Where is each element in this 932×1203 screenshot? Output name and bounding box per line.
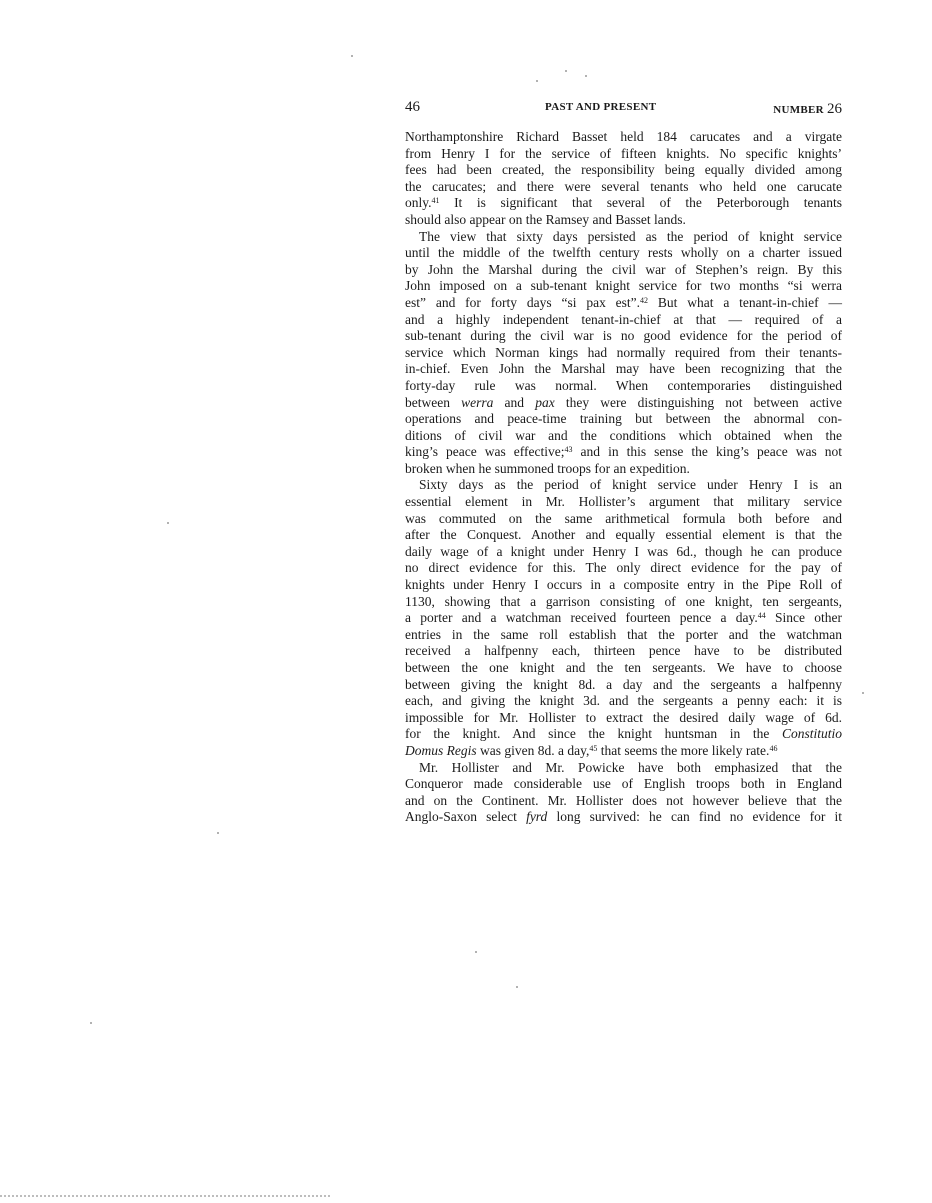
- paragraph: [405, 229, 842, 478]
- footnote-ref: 44: [757, 611, 766, 621]
- scan-edge-artifact: [0, 1195, 330, 1200]
- issue-label-text: NUMBER: [773, 104, 824, 116]
- running-header: [405, 99, 842, 119]
- scan-speck: [862, 692, 864, 694]
- text-line: [405, 328, 842, 345]
- text-segment: broken when he summoned troops for an expedition.: [405, 460, 690, 476]
- text-segment: The view that sixty days persisted as the period of knight service: [419, 228, 842, 244]
- text-line: [405, 577, 842, 594]
- text-segment: est” and for forty days “si pax est”.: [405, 294, 641, 310]
- text-segment: John imposed on a sub-tenant knight service for two months “si werra: [405, 278, 842, 294]
- article-body: [405, 129, 842, 826]
- text-segment: should also appear on the Ramsey and Basset lands.: [405, 211, 686, 227]
- text-segment: was commuted on the same arithmetical formula both before and: [405, 510, 842, 526]
- text-segment: entries in the same roll establish that the porter and the watchman: [405, 626, 842, 642]
- paragraph: [405, 129, 842, 229]
- italic-text: Domus Regis: [405, 742, 477, 758]
- text-line: [405, 760, 842, 777]
- text-segment: each, and giving the knight 3d. and the sergeants a penny each: it is: [405, 693, 842, 709]
- text-segment: after the Conquest. Another and equally essential element is that the: [405, 527, 842, 543]
- text-segment: long survived: he can find no evidence for it: [547, 809, 842, 825]
- text-segment: Since other: [765, 610, 842, 626]
- text-segment: between giving the knight 8d. a day and the sergeants a halfpenny: [405, 676, 842, 692]
- footnote-ref: 45: [589, 743, 598, 753]
- text-segment: in-chief. Even John the Marshal may have been recognizing that the: [405, 361, 842, 377]
- scan-speck: [167, 522, 169, 524]
- text-line: [405, 444, 842, 461]
- text-segment: Sixty days as the period of knight service under Henry I is an: [419, 477, 842, 493]
- scan-speck: [90, 1022, 92, 1024]
- text-line: [405, 146, 842, 163]
- text-segment: from Henry I for the service of fifteen knights. No specific knights’: [405, 145, 842, 161]
- text-segment: between: [405, 394, 462, 410]
- text-line: [405, 544, 842, 561]
- footnote-ref: 43: [564, 445, 573, 455]
- text-segment: It is significant that several of the Peterborough tenants: [439, 195, 842, 211]
- text-segment: operations and peace-time training but between the abnormal con-: [405, 411, 842, 427]
- footnote-ref: 41: [431, 196, 440, 206]
- text-segment: essential element in Mr. Hollister’s argument that military service: [405, 494, 842, 510]
- text-line: [405, 461, 842, 478]
- text-segment: Anglo-Saxon select: [405, 809, 527, 825]
- text-line: [405, 511, 842, 528]
- paragraph: [405, 760, 842, 826]
- text-segment: Conqueror made considerable use of English troops both in England: [405, 776, 842, 792]
- text-segment: and in this sense the king’s peace was not: [572, 444, 843, 460]
- journal-title: PAST AND PRESENT: [545, 101, 657, 113]
- text-line: [405, 743, 842, 760]
- text-segment: ditions of civil war and the conditions which obtained when the: [405, 427, 842, 443]
- text-line: [405, 660, 842, 677]
- text-line: [405, 229, 842, 246]
- text-line: [405, 477, 842, 494]
- text-line: [405, 411, 842, 428]
- text-segment: the carucates; and there were several tenants who held one carucate: [405, 178, 842, 194]
- text-segment: impossible for Mr. Hollister to extract the desired daily wage of 6d.: [405, 709, 842, 725]
- text-segment: forty-day rule was normal. When contemporaries distinguished: [405, 377, 842, 393]
- text-line: [405, 643, 842, 660]
- text-segment: for the knight. And since the knight huntsman in the: [405, 726, 782, 742]
- italic-text: Constitutio: [781, 726, 842, 742]
- text-segment: a porter and a watchman received fourteen pence a day.: [405, 610, 758, 626]
- scan-speck: [585, 75, 587, 77]
- page-number: 46: [405, 99, 420, 115]
- text-segment: 1130, showing that a garrison consisting of one knight, ten sergeants,: [405, 593, 842, 609]
- text-segment: fees had been created, the responsibility being equally divided among: [405, 162, 842, 178]
- text-segment: between the one knight and the ten sergeants. We have to choose: [405, 660, 842, 675]
- text-line: [405, 378, 842, 395]
- text-line: [405, 179, 842, 196]
- scan-speck: [536, 80, 538, 82]
- issue-number: 26: [827, 101, 842, 117]
- text-line: [405, 195, 842, 212]
- scan-speck: [565, 70, 567, 72]
- italic-text: werra: [461, 394, 494, 410]
- text-segment: no direct evidence for this. The only direct evidence for the pay of: [405, 560, 842, 576]
- scan-speck: [217, 832, 219, 834]
- text-line: [405, 162, 842, 179]
- text-line: [405, 560, 842, 577]
- text-line: [405, 345, 842, 362]
- text-line: [405, 726, 842, 743]
- paragraph: [405, 477, 842, 759]
- text-line: [405, 710, 842, 727]
- text-segment: Northamptonshire Richard Basset held 184 carucates and a virgate: [405, 129, 842, 144]
- text-line: [405, 262, 842, 279]
- text-segment: was given 8d. a day,: [476, 742, 590, 758]
- text-segment: and: [493, 394, 536, 410]
- text-line: [405, 527, 842, 544]
- text-segment: only.: [405, 195, 432, 211]
- text-line: [405, 395, 842, 412]
- text-segment: they were distinguishing not between active: [554, 394, 842, 410]
- italic-text: fyrd: [526, 809, 548, 825]
- footnote-ref: 46: [769, 743, 778, 753]
- text-line: [405, 428, 842, 445]
- text-segment: service which Norman kings had normally required from their tenants-: [405, 344, 842, 360]
- text-segment: king’s peace was effective;: [405, 444, 565, 460]
- text-line: [405, 693, 842, 710]
- scan-speck: [516, 986, 518, 988]
- text-line: [405, 312, 842, 329]
- text-line: [405, 627, 842, 644]
- scan-speck: [475, 951, 477, 953]
- text-line: [405, 809, 842, 826]
- text-segment: until the middle of the twelfth century rests wholly on a charter issued: [405, 245, 842, 261]
- text-segment: received a halfpenny each, thirteen pence have to be distributed: [405, 643, 842, 659]
- text-segment: by John the Marshal during the civil war of Stephen’s reign. By this: [405, 261, 842, 277]
- text-line: [405, 295, 842, 312]
- text-segment: knights under Henry I occurs in a composite entry in the Pipe Roll of: [405, 577, 842, 593]
- text-line: [405, 361, 842, 378]
- text-line: [405, 776, 842, 793]
- text-segment: sub-tenant during the civil war is no good evidence for the period of: [405, 328, 842, 344]
- text-line: [405, 245, 842, 262]
- text-segment: and on the Continent. Mr. Hollister does not however believe that the: [405, 792, 842, 808]
- text-segment: But what a tenant-in-chief —: [648, 294, 842, 310]
- text-line: [405, 494, 842, 511]
- text-line: [405, 610, 842, 627]
- italic-text: pax: [535, 394, 555, 410]
- text-line: [405, 793, 842, 810]
- text-line: [405, 278, 842, 295]
- text-segment: that seems the more likely rate.: [597, 742, 770, 758]
- text-segment: daily wage of a knight under Henry I was 6d., though he can produce: [405, 543, 842, 559]
- footnote-ref: 42: [640, 295, 649, 305]
- text-line: [405, 594, 842, 611]
- text-line: [405, 212, 842, 229]
- scan-speck: [351, 55, 353, 57]
- text-segment: and a highly independent tenant-in-chief at that — required of a: [405, 311, 842, 327]
- text-segment: Mr. Hollister and Mr. Powicke have both emphasized that the: [419, 759, 842, 775]
- issue-label: [773, 101, 842, 118]
- text-line: [405, 129, 842, 146]
- text-line: [405, 677, 842, 694]
